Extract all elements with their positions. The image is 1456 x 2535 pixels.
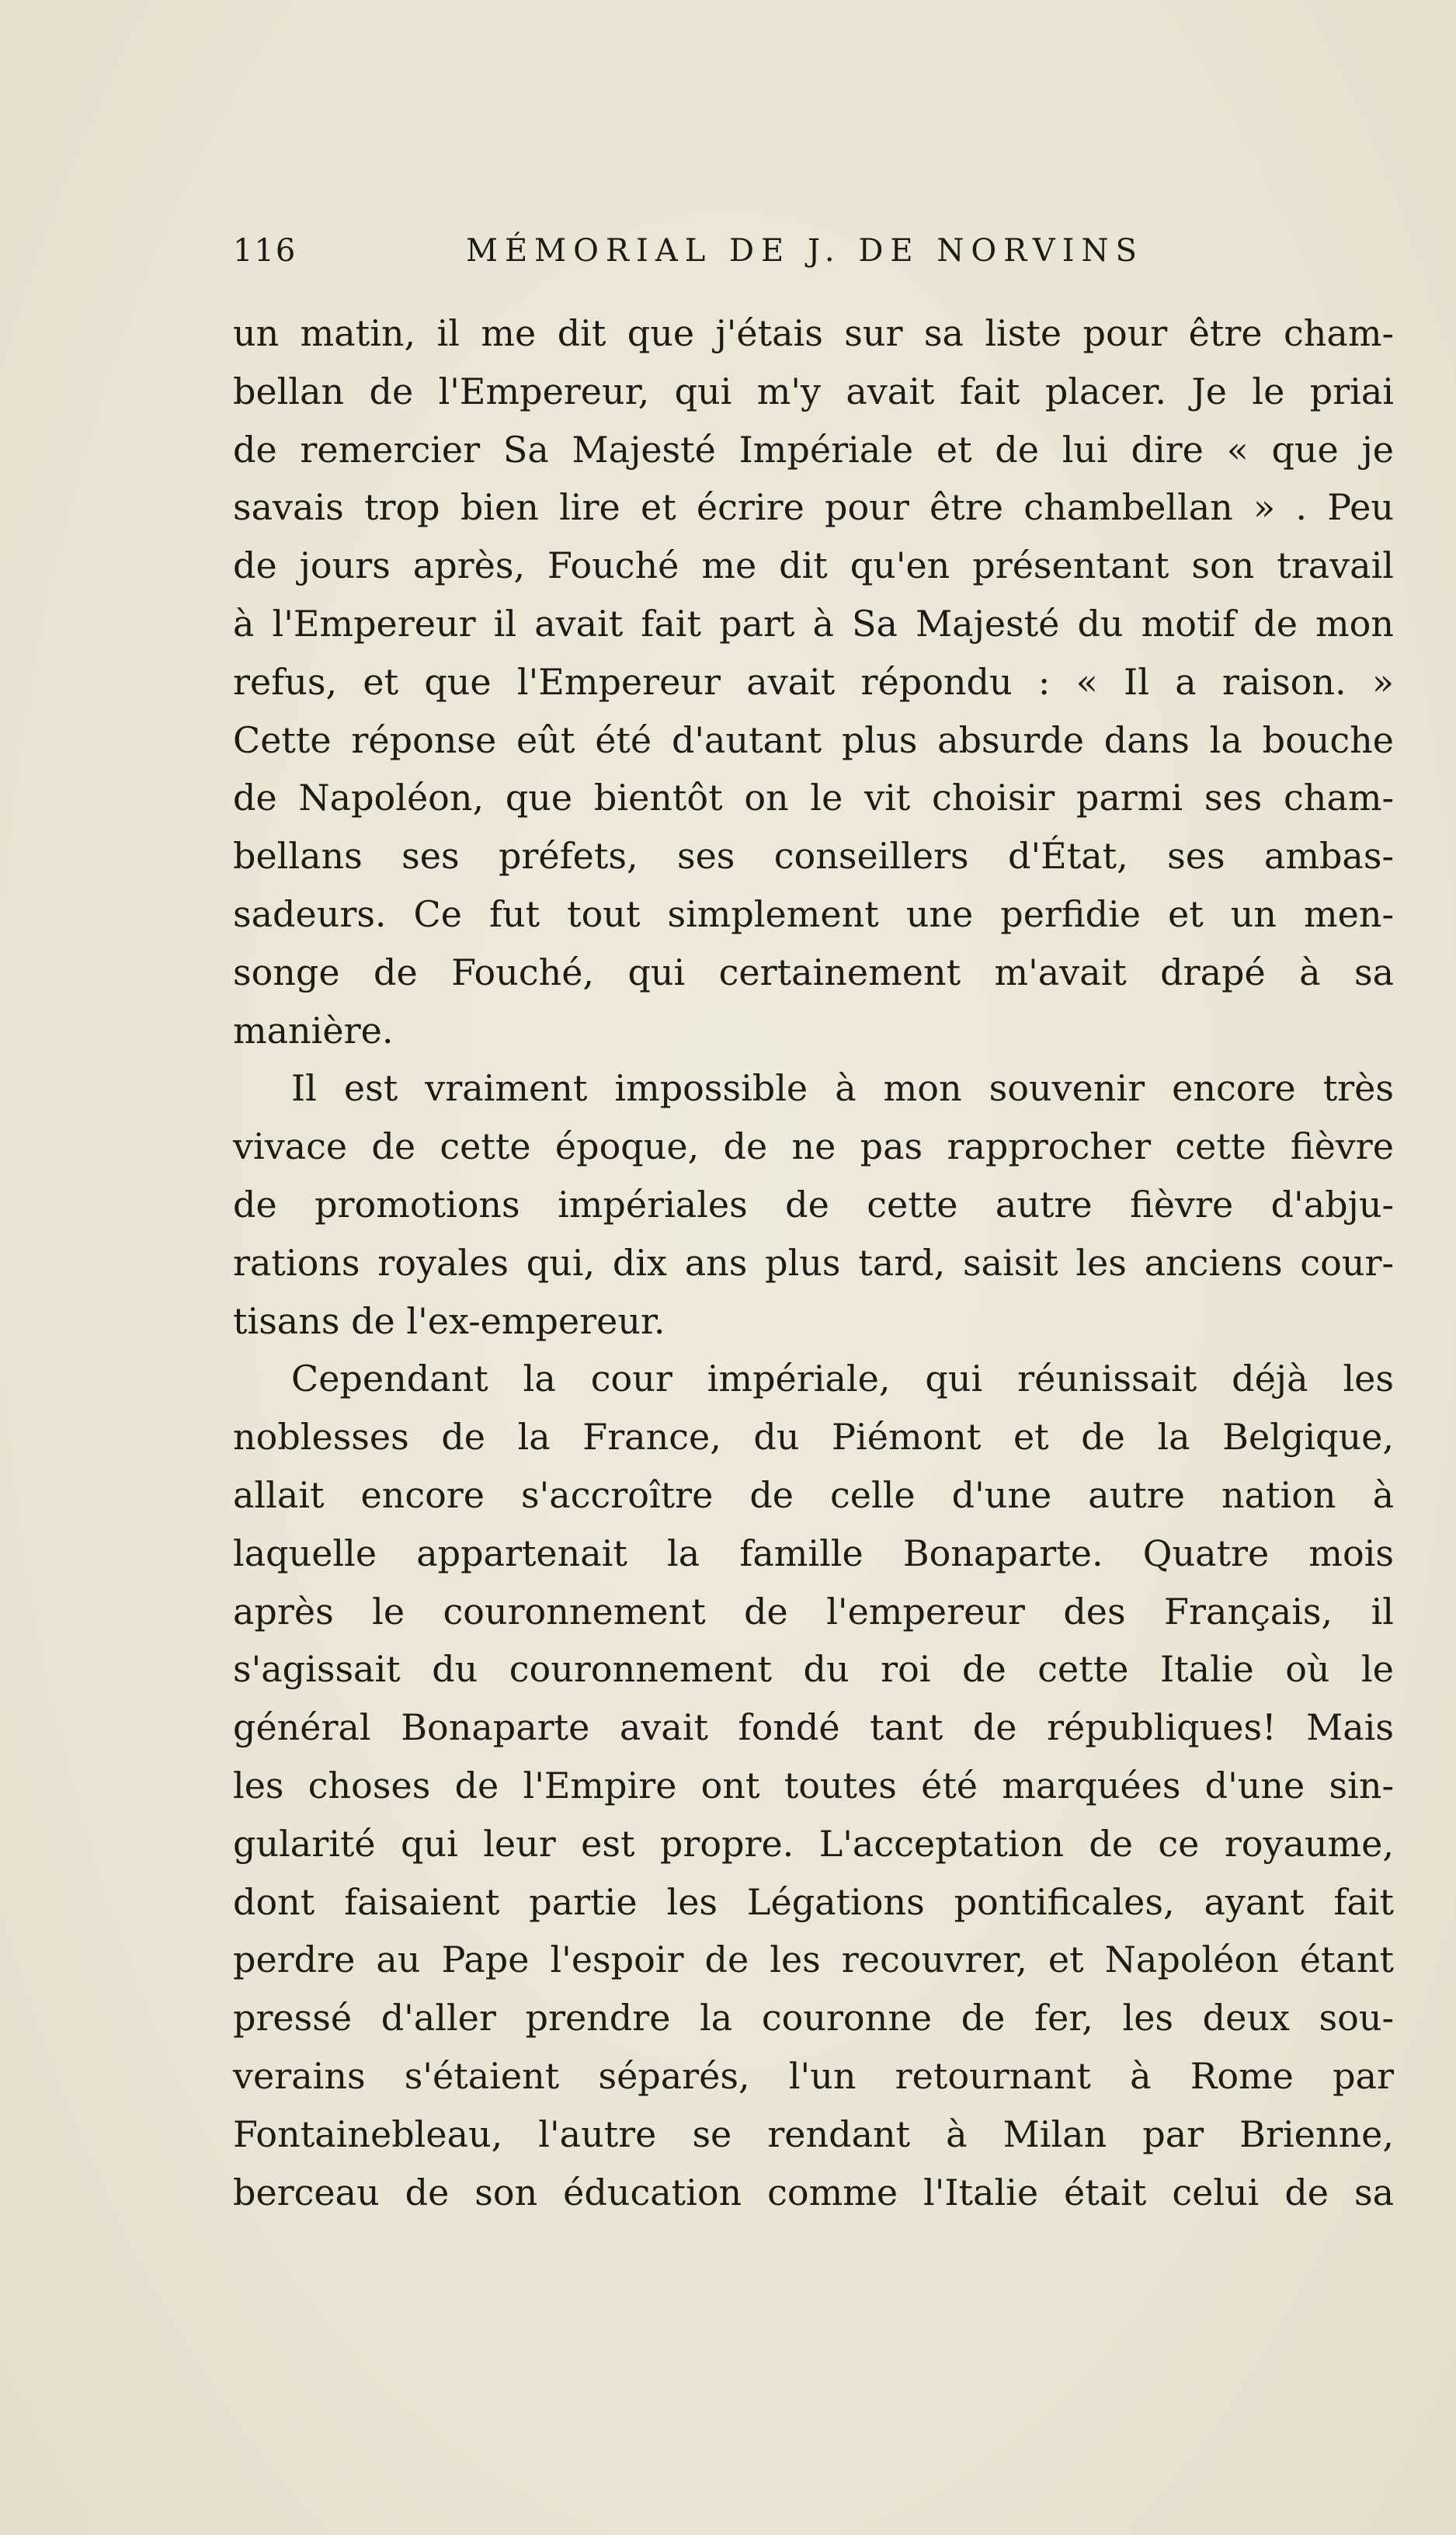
text-line: manière. — [233, 1009, 394, 1052]
text-line: Fontainebleau, l'autre se rendant à Milan par Brienne, — [233, 2112, 1394, 2155]
text-line: bellans ses préfets, ses conseillers d'État, ses ambas- — [233, 835, 1394, 878]
text-line: après le couronnement de l'empereur des Français, il — [233, 1590, 1394, 1633]
text-line: Cette réponse eût été d'autant plus absurde dans la bouche — [233, 718, 1394, 761]
text-line: berceau de son éducation comme l'Italie était celui de sa — [233, 2171, 1394, 2213]
page-number: 116 — [233, 233, 297, 269]
running-head: MÉMORIAL DE J. DE NORVINS — [466, 233, 1144, 269]
text-line: refus, et que l'Empereur avait répondu : « Il a raison. » — [233, 660, 1394, 703]
text-line: tisans de l'ex-empereur. — [233, 1299, 665, 1342]
text-line: songe de Fouché, qui certainement m'avait drapé à sa — [233, 951, 1394, 993]
text-line: pressé d'aller prendre la couronne de fer, les deux sou- — [233, 1997, 1394, 2039]
text-line: noblesses de la France, du Piémont et de la Belgique, — [233, 1416, 1394, 1459]
text-line: rations royales qui, dix ans plus tard, saisit les anciens cour- — [233, 1241, 1394, 1284]
text-line: allait encore s'accroître de celle d'une autre nation à — [233, 1473, 1394, 1516]
text-line: verains s'étaient séparés, l'un retournant à Rome par — [233, 2054, 1394, 2097]
text-line: à l'Empereur il avait fait part à Sa Majesté du motif de mon — [233, 602, 1394, 645]
page-header — [233, 233, 1398, 287]
body-text — [233, 304, 1394, 2221]
text-line: de promotions impériales de cette autre fièvre d'abju- — [233, 1183, 1394, 1226]
text-line: Il est vraiment impossible à mon souvenir encore très — [291, 1067, 1394, 1110]
text-line: laquelle appartenait la famille Bonaparte. Quatre mois — [233, 1532, 1394, 1574]
text-line: sadeurs. Ce fut tout simplement une perfidie et un men- — [233, 892, 1394, 935]
text-line: de jours après, Fouché me dit qu'en présentant son travail — [233, 544, 1394, 587]
text-line: gularité qui leur est propre. L'acceptation de ce royaume, — [233, 1822, 1394, 1865]
text-line: de Napoléon, que bientôt on le vit choisir parmi ses cham- — [233, 777, 1394, 819]
text-line: dont faisaient partie les Légations pontificales, ayant fait — [233, 1880, 1394, 1923]
text-line: les choses de l'Empire ont toutes été marquées d'une sin- — [233, 1764, 1394, 1806]
text-line: vivace de cette époque, de ne pas rapprocher cette fièvre — [233, 1125, 1394, 1168]
text-line: Cependant la cour impériale, qui réunissait déjà les — [291, 1358, 1394, 1400]
text-line: un matin, il me dit que j'étais sur sa liste pour être cham- — [233, 312, 1394, 354]
text-line: de remercier Sa Majesté Impériale et de lui dire « que je — [233, 428, 1394, 471]
text-line: savais trop bien lire et écrire pour être chambellan » . Peu — [233, 486, 1394, 529]
text-line: bellan de l'Empereur, qui m'y avait fait placer. Je le priai — [233, 370, 1394, 412]
text-line: s'agissait du couronnement du roi de cette Italie où le — [233, 1648, 1394, 1691]
text-line: perdre au Pape l'espoir de les recouvrer, et Napoléon étant — [233, 1939, 1394, 1981]
text-line: général Bonaparte avait fondé tant de républiques! Mais — [233, 1706, 1394, 1749]
